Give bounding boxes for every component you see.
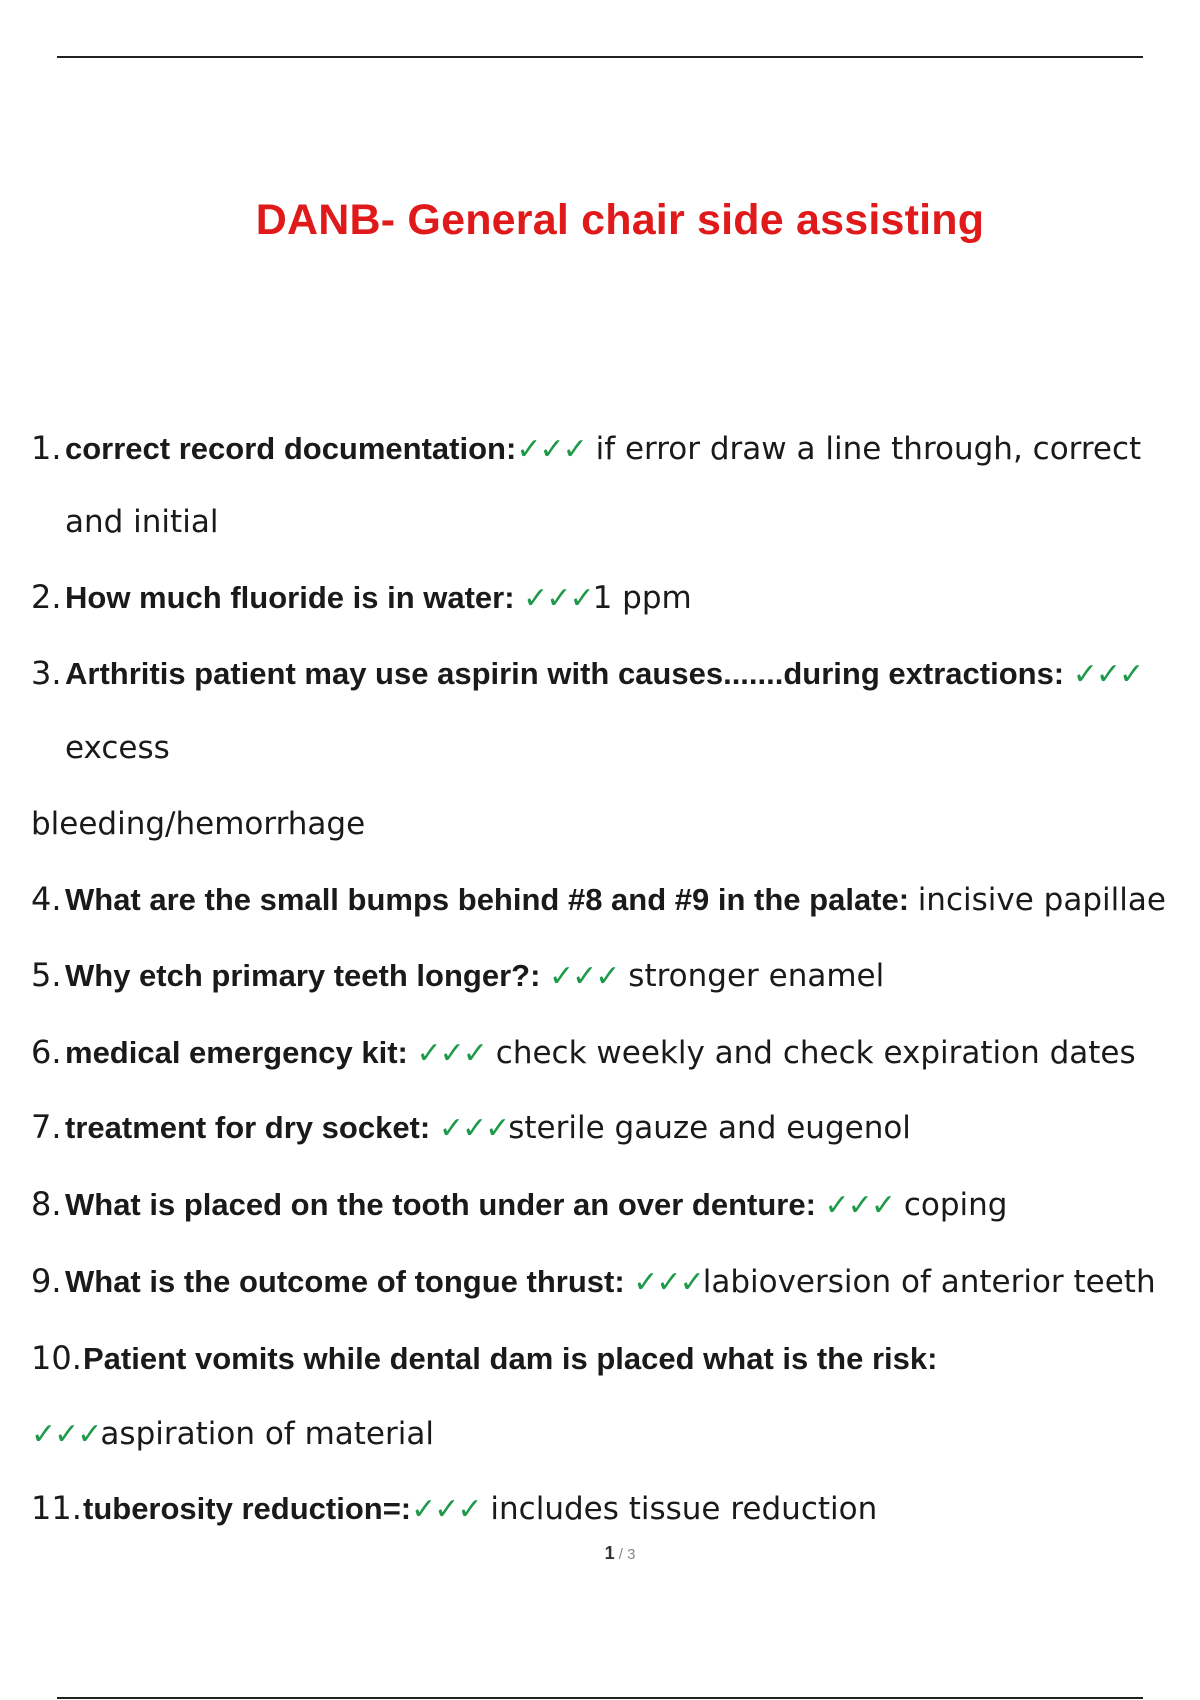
answer-text: includes tissue reduction [480, 1491, 878, 1527]
item-number: 3. [31, 654, 62, 692]
answer-text: if error draw a line through, correct [585, 431, 1142, 467]
document-title: DANB- General chair side assisting [255, 196, 985, 244]
answer-text: coping [893, 1187, 1008, 1223]
answer-text-continued: and initial [65, 504, 219, 540]
item-number: 5. [31, 956, 62, 994]
answer-text: check weekly and check expiration dates [485, 1035, 1136, 1071]
page-separator: / [614, 1546, 628, 1563]
answer-text: 1 ppm [592, 580, 692, 616]
item-number: 7. [31, 1108, 62, 1146]
answer-text: incisive papillae [917, 882, 1166, 918]
current-page: 1 [604, 1543, 615, 1563]
top-rule [57, 56, 1143, 58]
item-number: 10. [31, 1339, 82, 1377]
item-number: 1. [31, 429, 62, 467]
check-icon: ✓✓✓ [824, 1188, 894, 1223]
question-text: How much fluoride is in water: [65, 580, 524, 615]
check-icon: ✓✓✓ [31, 1417, 101, 1452]
page-indicator [0, 1543, 1200, 1564]
answer-text: labioversion of anterior teeth [702, 1264, 1156, 1300]
check-icon: ✓✓✓ [633, 1265, 703, 1300]
check-icon: ✓✓✓ [411, 1492, 481, 1527]
answer-text: stronger enamel [618, 958, 885, 994]
item-number: 11. [31, 1489, 82, 1527]
question-text: medical emergency kit: [65, 1035, 417, 1070]
check-icon: ✓✓✓ [1072, 657, 1143, 692]
check-icon: ✓✓✓ [438, 1111, 509, 1146]
question-text: What is placed on the tooth under an over denture: [65, 1187, 825, 1222]
question-text: tuberosity reduction=: [83, 1491, 412, 1526]
question-text: Patient vomits while dental dam is placed what is the risk: [83, 1341, 938, 1376]
item-number: 6. [31, 1033, 62, 1071]
item-number: 2. [31, 578, 62, 616]
item-number: 4. [31, 880, 62, 918]
bottom-rule [57, 1697, 1143, 1699]
check-icon: ✓✓✓ [416, 1036, 486, 1071]
question-text: What is the outcome of tongue thrust: [65, 1264, 634, 1299]
question-text: treatment for dry socket: [65, 1110, 439, 1145]
question-text: Why etch primary teeth longer?: [65, 958, 550, 993]
question-text: What are the small bumps behind #8 and #9 in the palate: [65, 882, 918, 917]
question-text: Arthritis patient may use aspirin with causes.......during extractions: [65, 656, 1073, 691]
check-icon: ✓✓✓ [523, 581, 593, 616]
question-text: correct record documentation: [65, 431, 517, 466]
check-icon: ✓✓✓ [516, 432, 586, 467]
answer-text: aspiration of material [100, 1416, 434, 1452]
item-number: 9. [31, 1262, 62, 1300]
item-number: 8. [31, 1185, 62, 1223]
answer-text: sterile gauze and eugenol [508, 1110, 911, 1146]
answer-text: excess [65, 730, 170, 766]
total-pages: 3 [627, 1546, 636, 1563]
check-icon: ✓✓✓ [549, 959, 619, 994]
answer-text-continued: bleeding/hemorrhage [31, 806, 366, 842]
